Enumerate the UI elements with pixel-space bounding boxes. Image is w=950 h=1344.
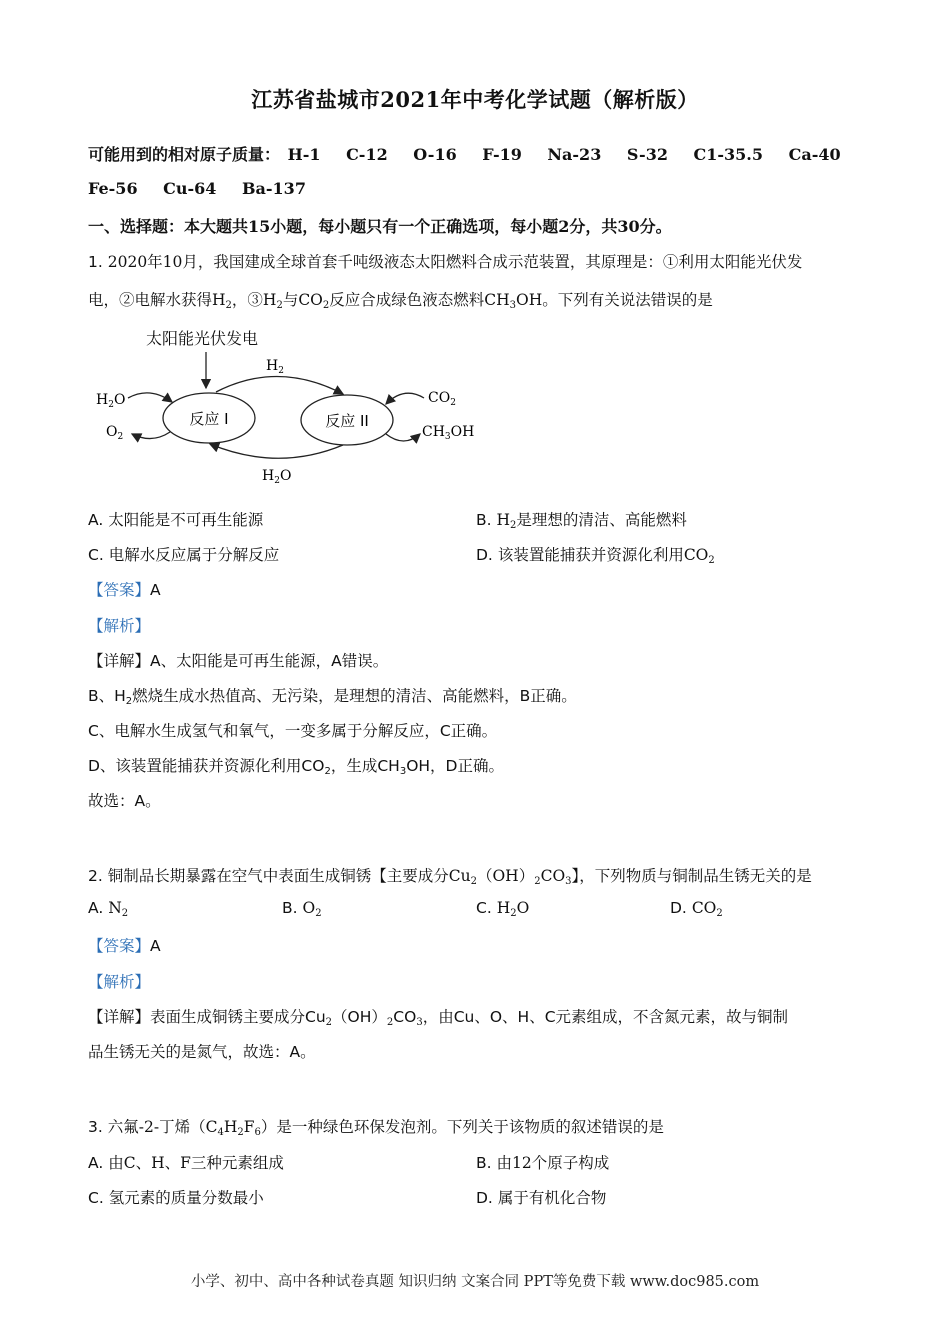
atomic-masses-line2 xyxy=(88,179,326,198)
option-text: H xyxy=(496,511,511,529)
mass-item: Na-23 xyxy=(547,145,602,164)
detail-text: 燃烧生成水热值高、无污染，是理想的清洁、高能燃料，B正确。 xyxy=(132,687,577,705)
option-key: D. xyxy=(670,899,687,917)
q1-stem-text: ，③H xyxy=(231,291,277,309)
q1-number: 1. xyxy=(88,253,103,271)
q1-detail-3: C、电解水生成氢气和氧气，一变多属于分解反应，C正确。 xyxy=(88,722,498,740)
mass-item: S-32 xyxy=(626,145,668,164)
option-text: 该装置能捕获并资源化利用CO xyxy=(497,546,709,564)
detail-text: ，生成CH xyxy=(330,757,400,775)
subscript: 2 xyxy=(716,908,723,919)
q1-stem-line2 xyxy=(88,288,713,310)
q1-stem-text: OH。下列有关说法错误的是 xyxy=(516,291,713,309)
q1-option-c[interactable] xyxy=(88,543,279,565)
section-heading: 一、选择题：本大题共15小题，每小题只有一个正确选项，每小题2分，共30分。 xyxy=(88,217,672,236)
co2-in-arrow xyxy=(386,393,424,404)
q1-detail-1 xyxy=(88,649,388,671)
subscript: 3 xyxy=(509,300,517,311)
option-text: 电解水反应属于分解反应 xyxy=(108,546,280,564)
q1-option-a[interactable] xyxy=(88,508,263,530)
q1-detail-2 xyxy=(88,684,577,706)
subscript: 2 xyxy=(386,1017,394,1028)
q2-detail-1 xyxy=(88,1005,788,1027)
q1-choose: 故选：A。 xyxy=(88,792,161,810)
subscript: 2 xyxy=(708,555,715,566)
detail-text: 表面生成铜锈主要成分Cu xyxy=(150,1008,326,1026)
answer-value: A xyxy=(150,581,161,599)
subscript: 2 xyxy=(510,520,517,531)
q3-stem-text: F xyxy=(243,1118,255,1136)
q3-number: 3. xyxy=(88,1118,103,1136)
option-key: B. xyxy=(476,1154,492,1172)
q3-stem-text: ）是一种绿色环保发泡剂。下列关于该物质的叙述错误的是 xyxy=(260,1118,664,1136)
subscript: 4 xyxy=(217,1127,224,1138)
option-text: 太阳能是不可再生能源 xyxy=(108,511,264,529)
q1-stem-text: 2020年10月，我国建成全球首套千吨级液态太阳燃料合成示范装置，其原理是：①利用太阳能光伏发 xyxy=(107,253,803,271)
detail-text: OH，D正确。 xyxy=(406,757,504,775)
h2o-bottom-label: $H_2O$ xyxy=(262,468,292,486)
h2-top-label: $H_2$ xyxy=(266,358,284,376)
detail-text: A、太阳能是可再生能源，A错误。 xyxy=(150,652,389,670)
subscript: 2 xyxy=(325,1017,333,1028)
option-key: A. xyxy=(88,511,104,529)
solar-power-label: 太阳能光伏发电 xyxy=(146,329,259,348)
ch3oh-out-label: $CH_3OH$ xyxy=(422,424,475,442)
atomic-masses-line1 xyxy=(88,142,861,165)
q3-stem xyxy=(88,1115,664,1137)
q2-option-d[interactable] xyxy=(670,899,723,917)
answer-value: A xyxy=(150,937,161,955)
detail-text: D、该装置能捕获并资源化利用CO xyxy=(88,757,325,775)
subscript: 2 xyxy=(125,696,133,707)
subscript: 2 xyxy=(121,908,129,919)
subscript: 2 xyxy=(237,1127,244,1138)
o2-out-arrow xyxy=(132,432,170,439)
mass-item: H-1 xyxy=(287,145,321,164)
q2-detail-2: 品生锈无关的是氮气，故选：A。 xyxy=(88,1043,316,1061)
q2-stem-text: （OH） xyxy=(476,867,535,885)
q3-option-b[interactable] xyxy=(476,1151,609,1173)
option-key: D. xyxy=(476,546,493,564)
option-key: A. xyxy=(88,1154,104,1172)
detail-text: ，由Cu、O、H、C元素组成，不含氮元素，故与铜制 xyxy=(422,1008,789,1026)
masses-label: 可能用到的相对原子质量： xyxy=(88,145,281,164)
mass-item: Ba-137 xyxy=(242,179,306,198)
option-text: 属于有机化合物 xyxy=(497,1189,607,1207)
mass-item: F-19 xyxy=(482,145,522,164)
q1-detail-4 xyxy=(88,754,504,776)
mass-item: Cu-64 xyxy=(163,179,217,198)
option-key: C. xyxy=(476,899,492,917)
option-key: C. xyxy=(88,546,104,564)
option-text: O xyxy=(302,899,316,917)
q3-stem-text: H xyxy=(223,1118,238,1136)
option-text: O xyxy=(516,899,530,917)
q2-stem-text: 】，下列物质与铜制品生锈无关的是 xyxy=(571,867,812,885)
h2o-return-arrow xyxy=(210,444,343,458)
q3-option-a[interactable] xyxy=(88,1151,284,1173)
option-text: 由C、H、F三种元素组成 xyxy=(108,1154,284,1172)
subscript: 2 xyxy=(315,908,322,919)
q3-stem-text: 六氟-2-丁烯（C xyxy=(107,1118,218,1136)
q2-option-a[interactable] xyxy=(88,899,128,917)
detail-tag: 【详解】 xyxy=(88,652,151,670)
option-text: 由12个原子构成 xyxy=(496,1154,610,1172)
o2-out-label: $O_2$ xyxy=(106,424,124,442)
q1-stem-text: 电，②电解水获得H xyxy=(88,291,226,309)
q1-answer xyxy=(88,578,161,600)
h2o-in-label: $H_2O$ xyxy=(96,392,126,410)
detail-text: CO xyxy=(393,1008,417,1026)
mass-item: Fe-56 xyxy=(88,179,138,198)
reaction-cycle-diagram xyxy=(88,322,498,492)
q1-analysis-tag: 【解析】 xyxy=(88,617,151,635)
q1-stem-line1 xyxy=(88,250,802,272)
option-text: 是理想的清洁、高能燃料 xyxy=(516,511,687,529)
mass-item: Ca-40 xyxy=(788,145,841,164)
q2-stem-text: 铜制品长期暴露在空气中表面生成铜锈【主要成分Cu xyxy=(107,867,471,885)
subscript: 2 xyxy=(470,876,477,887)
subscript: 2 xyxy=(510,908,517,919)
mass-item: C-12 xyxy=(346,145,388,164)
mass-item: C1-35.5 xyxy=(693,145,764,164)
h2o-in-arrow xyxy=(128,393,172,402)
subscript: 3 xyxy=(565,876,572,887)
reaction-1-label: 反应 I xyxy=(189,410,229,428)
q3-option-d[interactable] xyxy=(476,1186,606,1208)
q1-stem-text: 反应合成绿色液态燃料CH xyxy=(329,291,510,309)
h2-arrow xyxy=(216,376,343,394)
q3-option-c[interactable] xyxy=(88,1186,264,1208)
option-text: 氢元素的质量分数最小 xyxy=(108,1189,264,1207)
option-key: B. xyxy=(476,511,492,529)
ch3oh-out-arrow xyxy=(386,434,420,441)
answer-tag: 【答案】 xyxy=(88,937,151,955)
detail-text: B、H xyxy=(88,687,126,705)
subscript: 2 xyxy=(324,766,331,777)
option-key: B. xyxy=(282,899,298,917)
subscript: 3 xyxy=(416,1017,423,1028)
subscript: 6 xyxy=(254,1127,261,1138)
q2-stem-text: CO xyxy=(540,867,566,885)
q1-stem-text: 与CO xyxy=(282,291,323,309)
q2-answer xyxy=(88,934,161,956)
subscript: 2 xyxy=(322,300,330,311)
q2-number: 2. xyxy=(88,867,103,885)
detail-tag: 【详解】 xyxy=(88,1008,151,1026)
detail-text: （OH） xyxy=(332,1008,387,1026)
subscript: 2 xyxy=(276,300,283,311)
q2-stem xyxy=(88,864,812,886)
page-title: 江苏省盐城市2021年中考化学试题（解析版） xyxy=(251,87,699,112)
page-footer[interactable]: 小学、初中、高中各种试卷真题 知识归纳 文案合同 PPT等免费下载 www.doc985.com xyxy=(190,1274,760,1290)
q2-option-c[interactable] xyxy=(476,899,529,917)
q2-analysis-tag: 【解析】 xyxy=(88,973,151,991)
subscript: 2 xyxy=(225,300,232,311)
option-key: C. xyxy=(88,1189,104,1207)
q1-option-d[interactable] xyxy=(476,543,715,565)
co2-in-label: $CO_2$ xyxy=(428,390,456,408)
q1-option-b[interactable] xyxy=(476,508,687,530)
mass-item: O-16 xyxy=(413,145,457,164)
option-text: N xyxy=(108,899,122,917)
option-key: D. xyxy=(476,1189,493,1207)
option-text: H xyxy=(496,899,511,917)
answer-tag: 【答案】 xyxy=(88,581,151,599)
subscript: 3 xyxy=(399,766,407,777)
reaction-2-label: 反应 II xyxy=(325,412,369,430)
option-text: CO xyxy=(691,899,717,917)
subscript: 2 xyxy=(534,876,541,887)
option-key: A. xyxy=(88,899,104,917)
q2-option-b[interactable] xyxy=(282,899,322,917)
